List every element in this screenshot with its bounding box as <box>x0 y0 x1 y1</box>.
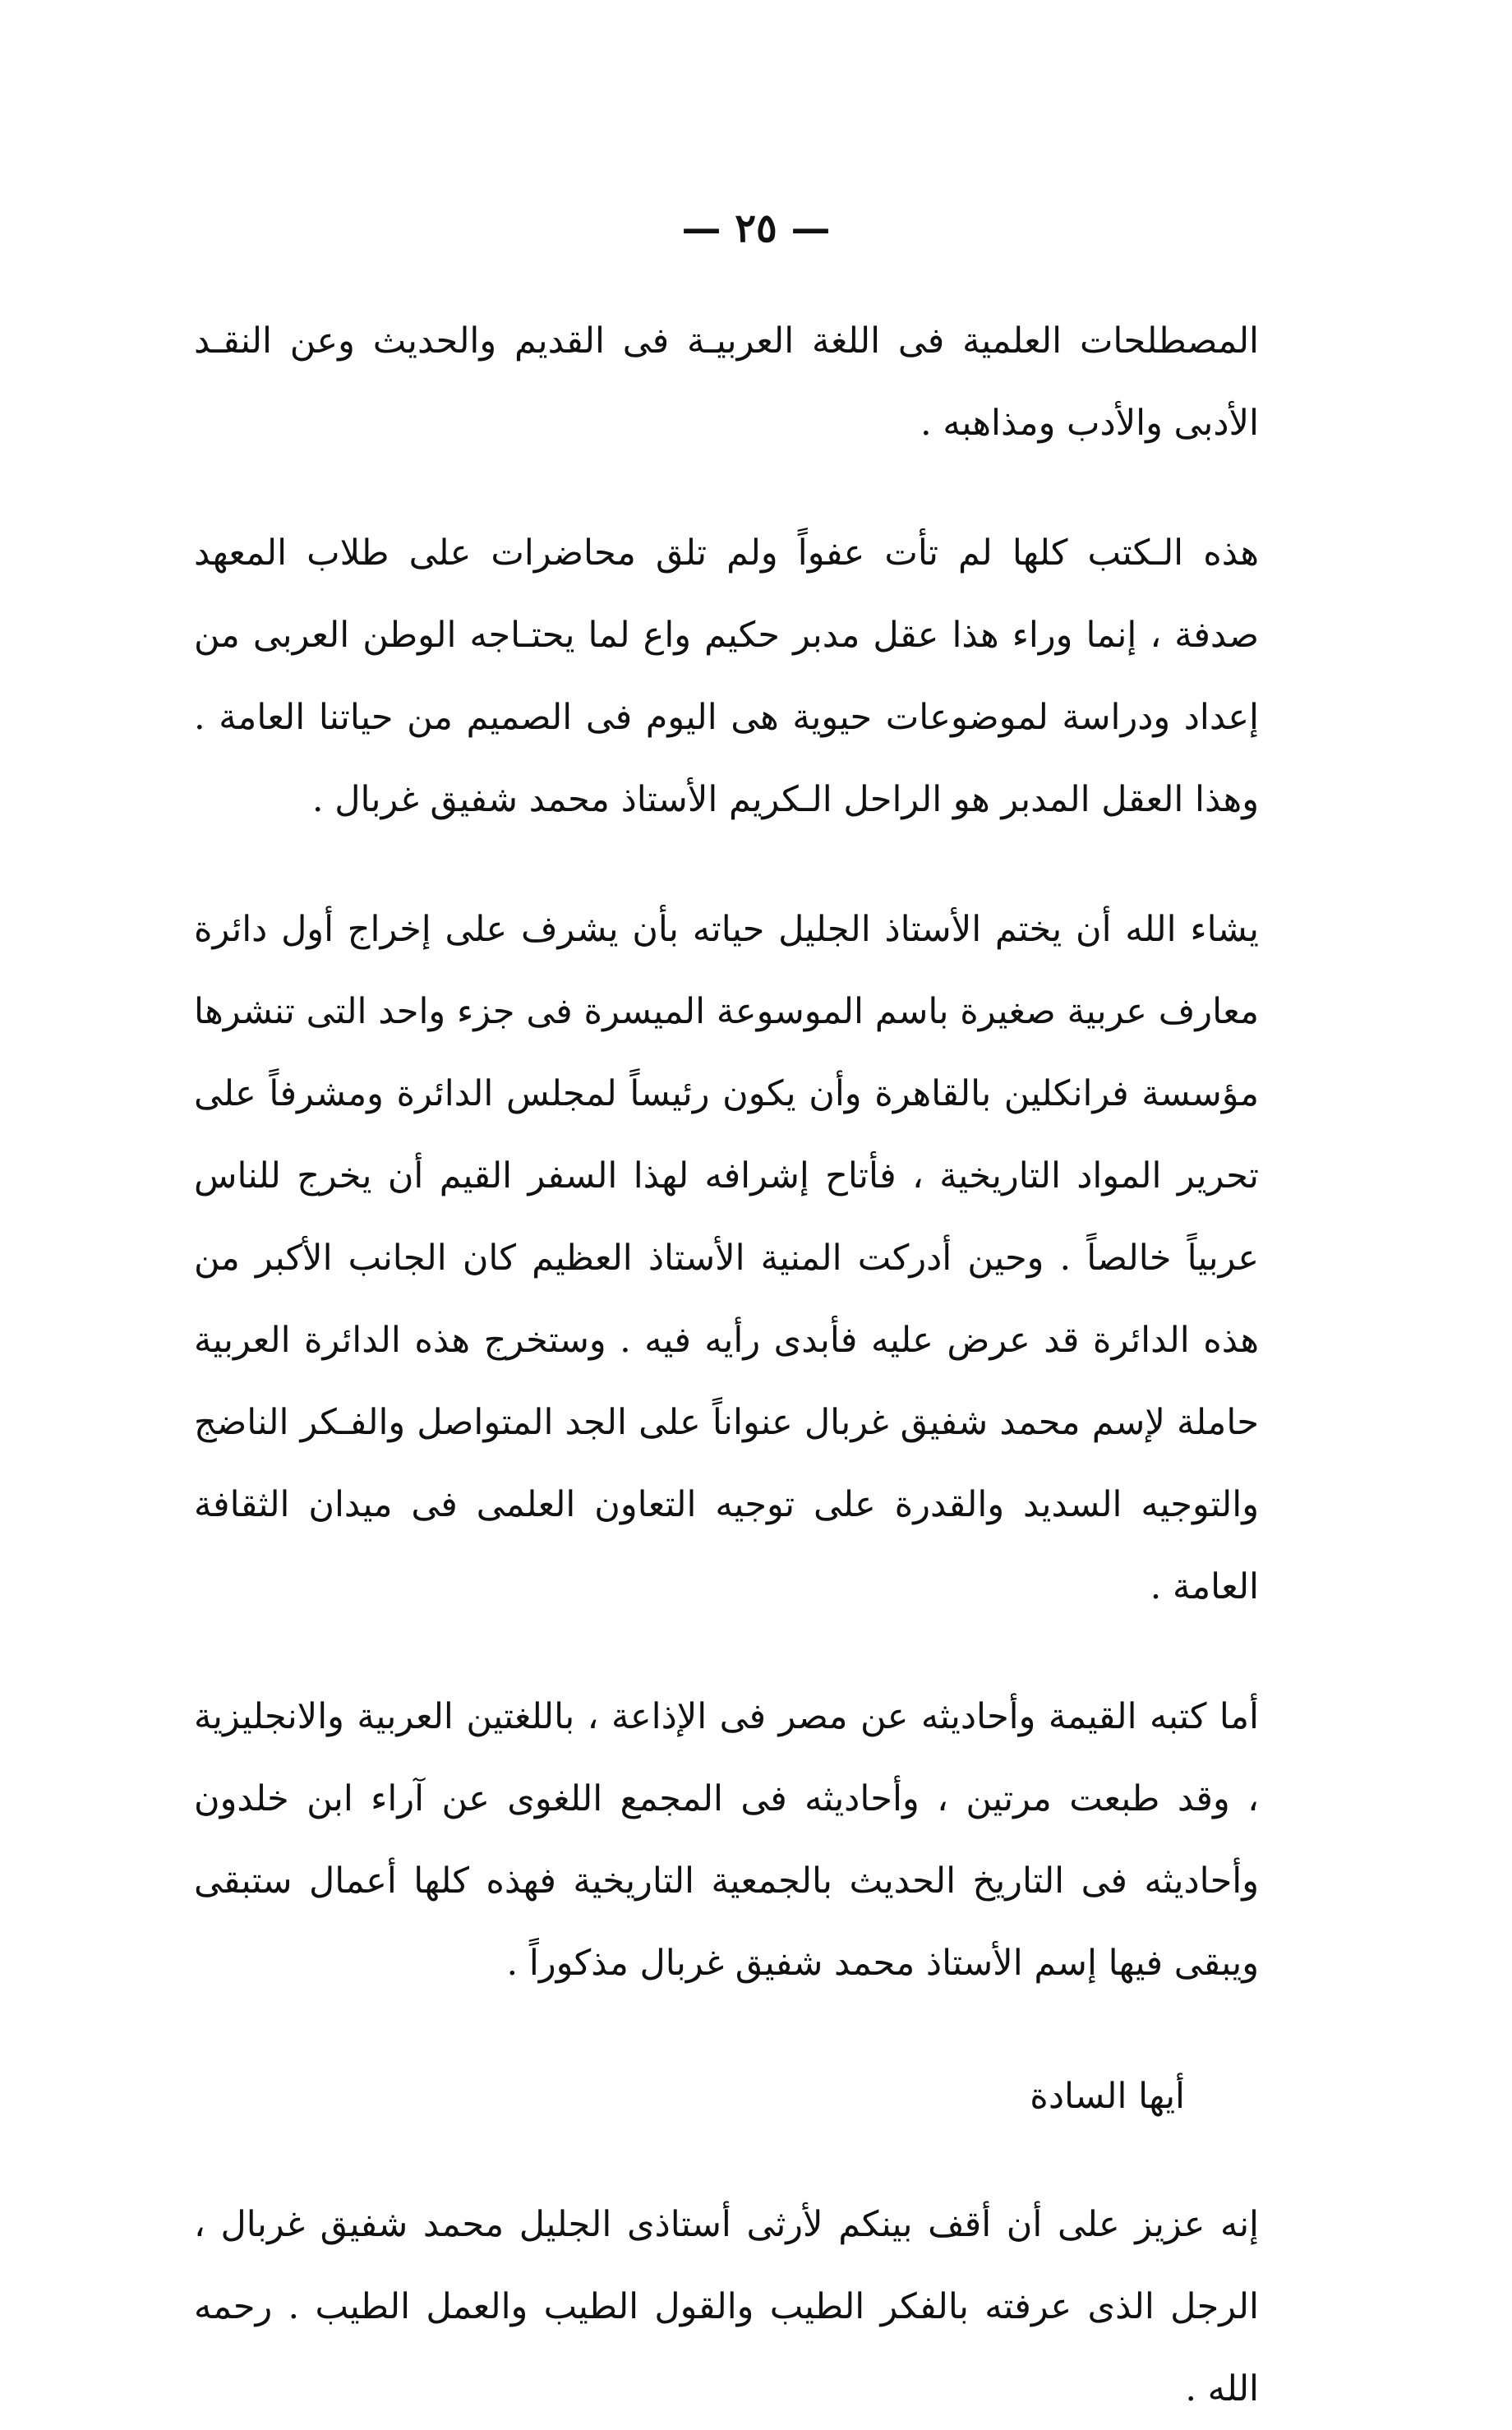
paragraph-books-and-talks: أما كتبه القيمة وأحاديثه عن مصر فى الإذاعة ، باللغتين العربية والانجليزية ، وقد طبعت مرتين ، وأحاديثه فى المجمع اللغوى عن آراء ابن خلدون وأحاديثه فى التاريخ الحديث بالجمعية التاريخية فهذه كلها أعمال ستبقى ويبقى فيها إسم الأستاذ محمد شفيق غربال مذكوراً . <box>194 1696 1259 1984</box>
paragraph-greeting: أيها السادة <box>1030 2076 1185 2117</box>
page-body <box>194 300 1259 2430</box>
paragraph-books-not-by-chance: هذه الـكتب كلها لم تأت عفواً ولم تلق محاضرات على طلاب المعهد صدفة ، إنما وراء هذا عقل مدبر حكيم واع لما يحتـاجه الوطن العربى من إعداد ودراسة لموضوعات حيوية هى اليوم فى الصميم من حياتنا العامة . وهذا العقل المدبر هو الراحل الـكريم الأستاذ محمد شفيق غربال . <box>194 533 1259 820</box>
paragraph-terminology: المصطلحات العلمية فى اللغة العربيـة فى القديم والحديث وعن النقـد الأدبى والأدب ومذاهبه . <box>194 320 1259 444</box>
paragraph-encyclopedia: يشاء الله أن يختم الأستاذ الجليل حياته بأن يشرف على إخراج أول دائرة معارف عربية صغيرة باسم الموسوعة الميسرة فى جزء واحد التى تنشرها مؤسسة فرانكلين بالقاهرة وأن يكون رئيساً لمجلس الدائرة ومشرفاً على تحرير المواد التاريخية ، فأتاح إشرافه لهذا السفر القيم أن يخرج للناس عربياً خالصاً . وحين أدركت المنية الأستاذ العظيم كان الجانب الأكبر من هذه الدائرة قد عرض عليه فأبدى رأيه فيه . وستخرج هذه الدائرة العربية حاملة لإسم محمد شفيق غربال عنواناً على الجد المتواصل والفـكر الناضج والتوجيه السديد والقدرة على توجيه التعاون العلمى فى ميدان الثقافة العامة . <box>194 909 1260 1607</box>
page-number: — ٢٥ — <box>681 205 831 251</box>
paragraph-eulogy: إنه عزيز على أن أقف بينكم لأرثى أستاذى الجليل محمد شفيق غربال ، الرجل الذى عرفته بالفكر الطيب والقول الطيب والعمل الطيب . رحمه الله . <box>194 2204 1259 2409</box>
